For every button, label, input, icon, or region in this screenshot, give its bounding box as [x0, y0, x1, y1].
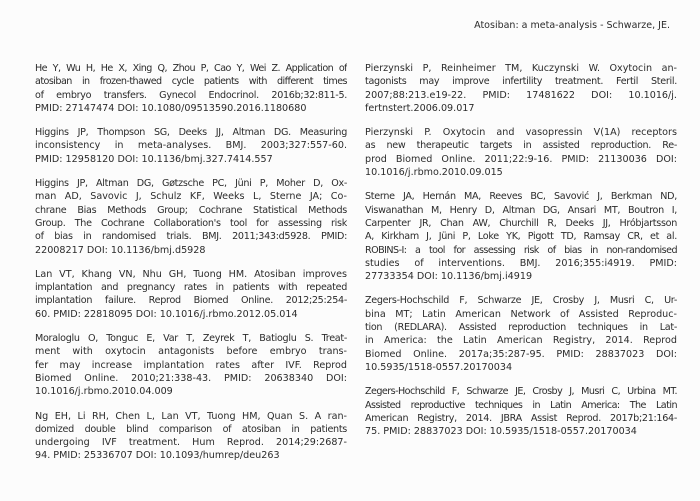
reference-line: fertnstert.2006.09.017	[365, 102, 475, 114]
references-columns	[35, 62, 677, 463]
reference-line: as new therapeutic targets in assisted reproduction. Re-	[365, 140, 677, 152]
reference-line: 2007;88:213.e19-22. PMID: 17481622 DOI: 10.1016/j.	[365, 89, 677, 101]
reference-line: chrane Bias Methods Group; Cochrane Statistical Methods	[35, 204, 347, 216]
reference-entry	[35, 177, 347, 257]
reference-line: atosiban in frozen-thawed cycle patients with different times	[35, 76, 347, 88]
reference-line: American Registry, 2014. JBRA Assist Reprod. 2017b;21:164-	[365, 412, 677, 424]
reference-entry	[35, 268, 347, 321]
reference-line: 75. PMID: 28837023 DOI: 10.5935/1518-0557.20170034	[365, 426, 637, 438]
reference-entry	[35, 332, 347, 398]
reference-line: Group. The Cochrane Collaboration's tool for assessing risk	[35, 217, 347, 229]
reference-line: implantation and pregnancy rates in patients with repeated	[35, 282, 347, 294]
reference-line: Assisted reproductive techniques in Latin America: The Latin	[365, 399, 677, 411]
reference-entry	[365, 294, 677, 374]
reference-line: A, Kirkham J, Jüni P, Loke YK, Pigott TD, Ramsay CR, et al.	[365, 231, 677, 243]
reference-line: 10.1016/j.rbmo.2010.09.015	[365, 167, 503, 179]
reference-line: 10.5935/1518-0557.20170034	[365, 361, 513, 373]
reference-line: 10.1016/j.rbmo.2010.04.009	[35, 386, 173, 398]
reference-line: Higgins JP, Thompson SG, Deeks JJ, Altman DG. Measuring	[35, 127, 347, 139]
reference-line: Zegers-Hochschild F, Schwarze JE, Crosby J, Musri C, Urbina MT.	[365, 386, 677, 398]
reference-line: 94. PMID: 25336707 DOI: 10.1093/humrep/deu263	[35, 450, 280, 462]
reference-line: man AD, Savovic J, Schulz KF, Weeks L, Sterne JA; Co-	[35, 191, 347, 203]
reference-line: 60. PMID: 22818095 DOI: 10.1016/j.rbmo.2012.05.014	[35, 308, 298, 320]
reference-line: prod Biomed Online. 2011;22:9-16. PMID: 21130036 DOI:	[365, 153, 677, 165]
running-head: Atosiban: a meta-analysis - Schwarze, JE.	[474, 20, 670, 31]
reference-line: Pierzynski P. Oxytocin and vasopressin V(1A) receptors	[365, 127, 677, 139]
reference-line: in America: the Latin American Registry, 2014. Reprod	[365, 335, 677, 347]
reference-line: Biomed Online. 2010;21:338-43. PMID: 20638340 DOI:	[35, 372, 347, 384]
reference-line: domized double blind comparison of atosiban in patients	[35, 423, 347, 435]
reference-line: Pierzynski P, Reinheimer TM, Kuczynski W. Oxytocin an-	[365, 63, 677, 74]
reference-entry	[365, 190, 677, 283]
reference-line: 27733354 DOI: 10.1136/bmj.i4919	[365, 271, 533, 283]
reference-entry	[365, 126, 677, 179]
reference-line: He Y, Wu H, He X, Xing Q, Zhou P, Cao Y, Wei Z. Application of	[35, 63, 347, 74]
reference-line: 22008217 DOI: 10.1136/bmj.d5928	[35, 244, 206, 256]
reference-entry	[365, 385, 677, 438]
reference-entry	[35, 410, 347, 463]
reference-line: bina MT; Latin American Network of Assisted Reproduc-	[365, 308, 677, 320]
reference-line: tion (REDLARA). Assisted reproduction techniques in Lat-	[365, 322, 677, 334]
reference-entry	[365, 62, 677, 115]
reference-line: ment with oxytocin antagonists before embryo trans-	[35, 346, 347, 358]
reference-entry	[35, 126, 347, 166]
references-left-column	[35, 62, 347, 463]
reference-line: fer may increase implantation rates after IVF. Reprod	[35, 359, 347, 371]
reference-line: PMID: 12958120 DOI: 10.1136/bmj.327.7414.557	[35, 153, 273, 165]
reference-line: Sterne JA, Hernán MA, Reeves BC, Savović J, Berkman ND,	[365, 191, 677, 203]
reference-entry	[35, 62, 347, 115]
reference-line: tagonists may improve infertility treatment. Fertil Steril.	[365, 76, 677, 88]
reference-line: inconsistency in meta-analyses. BMJ. 2003;327:557-60.	[35, 140, 347, 152]
reference-line: Higgins JP, Altman DG, Gøtzsche PC, Jüni P, Moher D, Ox-	[35, 178, 347, 190]
reference-line: Moraloglu O, Tonguc E, Var T, Zeyrek T, Batioglu S. Treat-	[35, 333, 347, 345]
reference-line: studies of interventions. BMJ. 2016;355:i4919. PMID:	[365, 257, 677, 269]
reference-line: Zegers-Hochschild F, Schwarze JE, Crosby J, Musri C, Ur-	[365, 295, 677, 307]
reference-line: implantation failure. Reprod Biomed Online. 2012;25:254-	[35, 295, 347, 307]
reference-line: of embryo transfers. Gynecol Endocrinol. 2016b;32:811-5.	[35, 89, 347, 101]
reference-line: Carpenter JR, Chan AW, Churchill R, Deeks JJ, Hróbjartsson	[365, 217, 677, 229]
reference-line: Ng EH, Li RH, Chen L, Lan VT, Tuong HM, Quan S. A ran-	[35, 410, 347, 422]
references-right-column	[365, 62, 677, 463]
reference-line: ROBINS-I: a tool for assessing risk of bias in non-randomised	[365, 244, 677, 256]
reference-line: Lan VT, Khang VN, Nhu GH, Tuong HM. Atosiban improves	[35, 268, 347, 280]
reference-line: Viswanathan M, Henry D, Altman DG, Ansari MT, Boutron I,	[365, 204, 677, 216]
reference-line: undergoing IVF treatment. Hum Reprod. 2014;29:2687-	[35, 437, 347, 449]
reference-line: PMID: 27147474 DOI: 10.1080/09513590.2016.1180680	[35, 102, 307, 114]
reference-line: of bias in randomised trials. BMJ. 2011;343:d5928. PMID:	[35, 231, 347, 243]
reference-line: Biomed Online. 2017a;35:287-95. PMID: 28837023 DOI:	[365, 348, 677, 360]
